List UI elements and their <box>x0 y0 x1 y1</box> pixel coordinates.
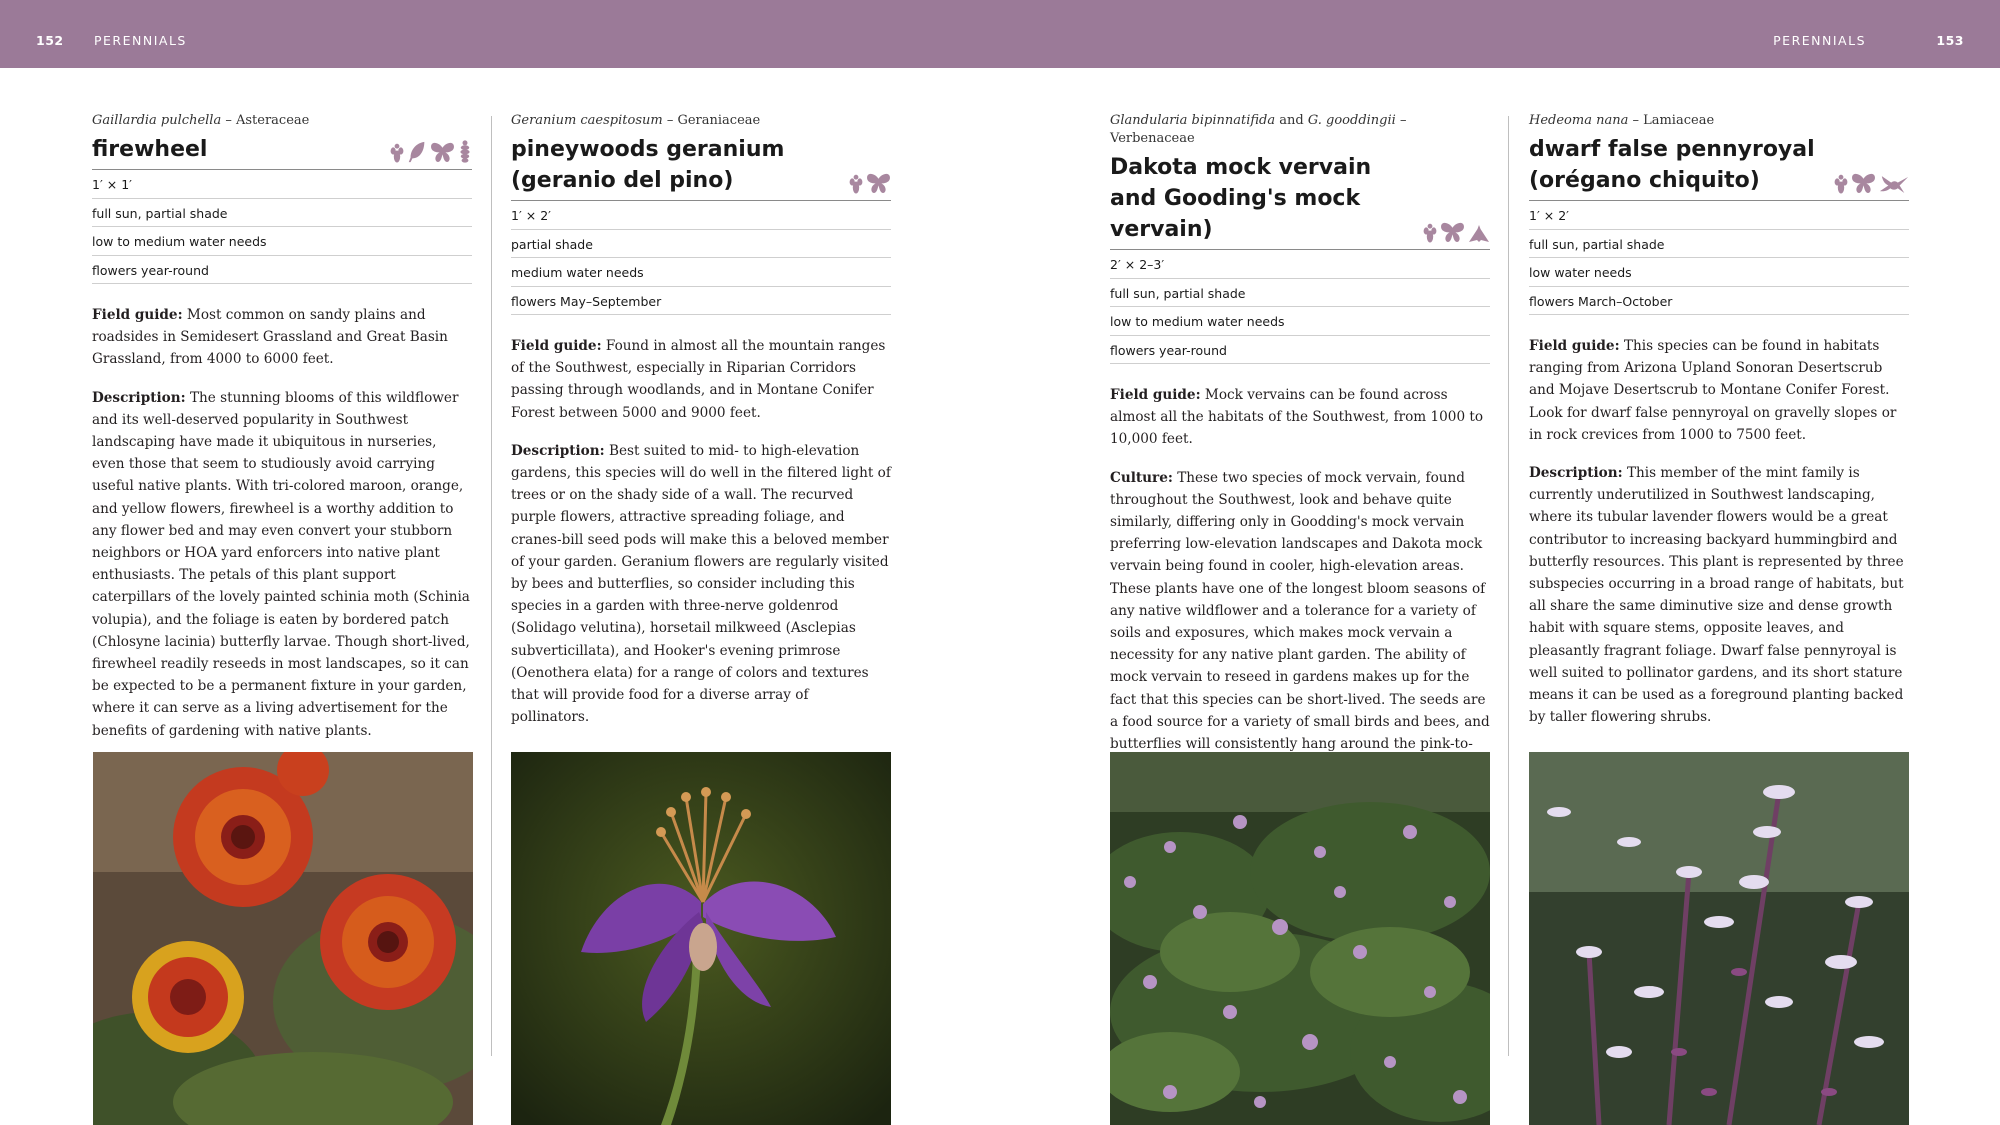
fact-water: medium water needs <box>511 258 891 287</box>
family-name: – Asteraceae <box>225 113 310 128</box>
plant-entry-mock-vervain <box>1110 112 1490 777</box>
description-text: This member of the mint family is currently underutilized in Southwest landscaping, where its tubular lavender flowers would be a great contributor to increasing backyard hummingbird and butterfly resources. This plant is represented by three subspecies occurring in a broad range of habitats, but all share the same diminutive size and dense growth habit with square stems, opposite leaves, and pleasantly fragrant foliage. Dwarf false pennyroyal is well suited to pollinator gardens, and its short stature means it can be used as a foreground planting backed by taller flowering shrubs. <box>1529 465 1904 726</box>
family-name: – Verbenaceae <box>1110 113 1407 146</box>
wildlife-icons <box>390 140 472 163</box>
bee-icon <box>390 143 404 163</box>
common-name: dwarf false pennyroyal (orégano chiquito) <box>1529 137 1815 193</box>
left-page-number: 152 <box>36 33 64 48</box>
scientific-conjunction: and <box>1279 113 1304 128</box>
quick-facts <box>511 201 891 315</box>
plant-entry-firewheel <box>92 112 472 742</box>
field-guide-paragraph <box>1529 335 1909 446</box>
field-guide-text: This species can be found in habitats ranging from Arizona Upland Sonoran Desertscrub and Mojave Desertscrub to Montane Conifer Forest. Look for dwarf false pennyroyal on gravelly slopes or in rock crevices from 1000 to 7500 feet. <box>1529 338 1897 443</box>
fact-water: low water needs <box>1529 258 1909 287</box>
bee-icon <box>1423 223 1437 243</box>
field-guide-label: Field guide: <box>92 307 183 323</box>
fact-bloom: flowers March–October <box>1529 287 1909 316</box>
quick-facts <box>92 170 472 284</box>
fact-water: low to medium water needs <box>1110 307 1490 336</box>
fact-bloom: flowers year-round <box>92 256 472 285</box>
scientific-name: Gaillardia pulchella <box>92 113 222 128</box>
fact-bloom: flowers year-round <box>1110 336 1490 365</box>
photo-dwarf-false-pennyroyal <box>1529 752 1909 1125</box>
family-name: – Lamiaceae <box>1632 113 1715 128</box>
fact-bloom: flowers May–September <box>511 287 891 316</box>
culture-text: These two species of mock vervain, found throughout the Southwest, look and behave quite similarly, differing only in Goodding's mock vervain preferring low-elevation landscapes and Dakota mock vervain being found in cooler, high-elevation areas. These plants have one of the longest bloom seasons of any native wildflower and a tolerance for a variety of soils and exposures, which makes mock vervain a necessity for any native plant garden. The ability of mock vervain to reseed in gardens makes up for the fact that this species can be short-lived. The seeds are a food source for a variety of small birds and bees, and butterflies will consistently hang around the pink-to- <box>1110 469 1490 753</box>
scientific-name-2: G. gooddingii <box>1307 113 1396 128</box>
bee-icon <box>849 174 863 194</box>
field-guide-paragraph <box>1110 384 1490 451</box>
caterpillar-icon <box>458 140 472 163</box>
left-section-title: PERENNIALS <box>94 33 187 48</box>
fact-water: low to medium water needs <box>92 227 472 256</box>
fact-size: 1′ × 1′ <box>92 170 472 199</box>
fact-light: partial shade <box>511 230 891 259</box>
butterfly-icon <box>430 142 455 163</box>
description-label: Description: <box>92 389 186 406</box>
culture-label: Culture: <box>1110 469 1173 486</box>
field-guide-label: Field guide: <box>1529 338 1620 354</box>
butterfly-icon <box>866 173 891 194</box>
scientific-name: Glandularia bipinnatifida <box>1110 113 1276 128</box>
scientific-name-line <box>1110 112 1490 148</box>
field-guide-text: Mock vervains can be found across almost all the habitats of the Southwest, from 1000 to 10,000 feet. <box>1110 387 1484 448</box>
photo-mock-vervain <box>1110 752 1490 1125</box>
field-guide-label: Field guide: <box>1110 387 1201 403</box>
photo-pineywoods-geranium <box>511 752 891 1125</box>
description-paragraph <box>511 440 891 729</box>
fact-size: 1′ × 2′ <box>1529 201 1909 230</box>
field-guide-paragraph <box>92 304 472 371</box>
scientific-name: Geranium caespitosum <box>511 113 663 128</box>
description-text: Best suited to mid- to high-elevation gardens, this species will do well in the filtered light of trees or on the shady side of a wall. The recurved purple flowers, attractive spreading foliage, and cranes-bill seed pods will make this a beloved member of your garden. Geranium flowers are regularly visited by bees and butterflies, so consider including this species in a garden with three-nerve goldenrod (Solidago velutina), horsetail milkweed (Asclepias subverticillata), and Hooker's evening primrose (Oenothera elata) for a range of colors and textures that will provide food for a diverse array of pollinators. <box>511 442 891 726</box>
column-divider <box>1508 116 1509 1056</box>
moth-icon <box>1468 223 1490 243</box>
bee-icon <box>1834 174 1848 194</box>
wildlife-icons <box>849 173 891 194</box>
fact-light: full sun, partial shade <box>1110 279 1490 308</box>
description-text: The stunning blooms of this wildflower and its well-deserved popularity in Southwest landscaping have made it ubiquitous in nurseries, even those that seem to studiously avoid carrying useful native plants. With tri-colored maroon, orange, and yellow flowers, firewheel is a worthy addition to any flower bed and may even convert your stubborn neighbors or HOA yard enforcers into native plant enthusiasts. The petals of this plant support caterpillars of the lovely painted schinia moth (Schinia volupia), and the foliage is eaten by bordered patch (Chlosyne lacinia) butterfly larvae. Though short-lived, firewheel readily reseeds in most landscapes, so it can be expected to be a permanent fixture in your garden, where it can serve as a living advertisement for the benefits of gardening with native plants. <box>92 389 470 739</box>
culture-paragraph <box>1110 467 1490 778</box>
common-name: pineywoods geranium (geranio del pino) <box>511 137 785 193</box>
family-name: – Geraniaceae <box>666 113 761 128</box>
description-label: Description: <box>511 442 605 459</box>
hummingbird-icon <box>1879 175 1909 194</box>
fact-size: 2′ × 2–3′ <box>1110 250 1490 279</box>
scientific-name-line <box>511 112 891 130</box>
right-page-number: 153 <box>1936 33 1964 48</box>
field-guide-paragraph <box>511 335 891 424</box>
wildlife-icons <box>1834 173 1909 194</box>
description-label: Description: <box>1529 465 1623 482</box>
description-paragraph <box>92 387 472 742</box>
fact-size: 1′ × 2′ <box>511 201 891 230</box>
right-section-title: PERENNIALS <box>1773 33 1866 48</box>
feather-icon <box>407 141 427 163</box>
column-divider <box>491 116 492 1056</box>
scientific-name-line <box>1529 112 1909 130</box>
description-paragraph <box>1529 462 1909 728</box>
common-name: firewheel <box>92 137 208 162</box>
quick-facts <box>1529 201 1909 315</box>
plant-entry-pineywoods-geranium <box>511 112 891 728</box>
scientific-name: Hedeoma nana <box>1529 113 1629 128</box>
field-guide-text: Most common on sandy plains and roadsides in Semidesert Grassland and Great Basin Grassland, from 4000 to 6000 feet. <box>92 307 448 368</box>
butterfly-icon <box>1851 173 1876 194</box>
field-guide-label: Field guide: <box>511 338 602 354</box>
field-guide-text: Found in almost all the mountain ranges of the Southwest, especially in Riparian Corridors passing through woodlands, and in Montane Conifer Forest between 5000 and 9000 feet. <box>511 338 886 421</box>
fact-light: full sun, partial shade <box>1529 230 1909 259</box>
wildlife-icons <box>1423 222 1490 243</box>
photo-firewheel <box>93 752 473 1125</box>
quick-facts <box>1110 250 1490 364</box>
plant-entry-dwarf-false-pennyroyal <box>1529 112 1909 728</box>
fact-light: full sun, partial shade <box>92 199 472 228</box>
scientific-name-line <box>92 112 472 130</box>
page-header-bar <box>0 0 2000 68</box>
common-name: Dakota mock vervain and Gooding's mock vervain) <box>1110 155 1372 242</box>
butterfly-icon <box>1440 222 1465 243</box>
